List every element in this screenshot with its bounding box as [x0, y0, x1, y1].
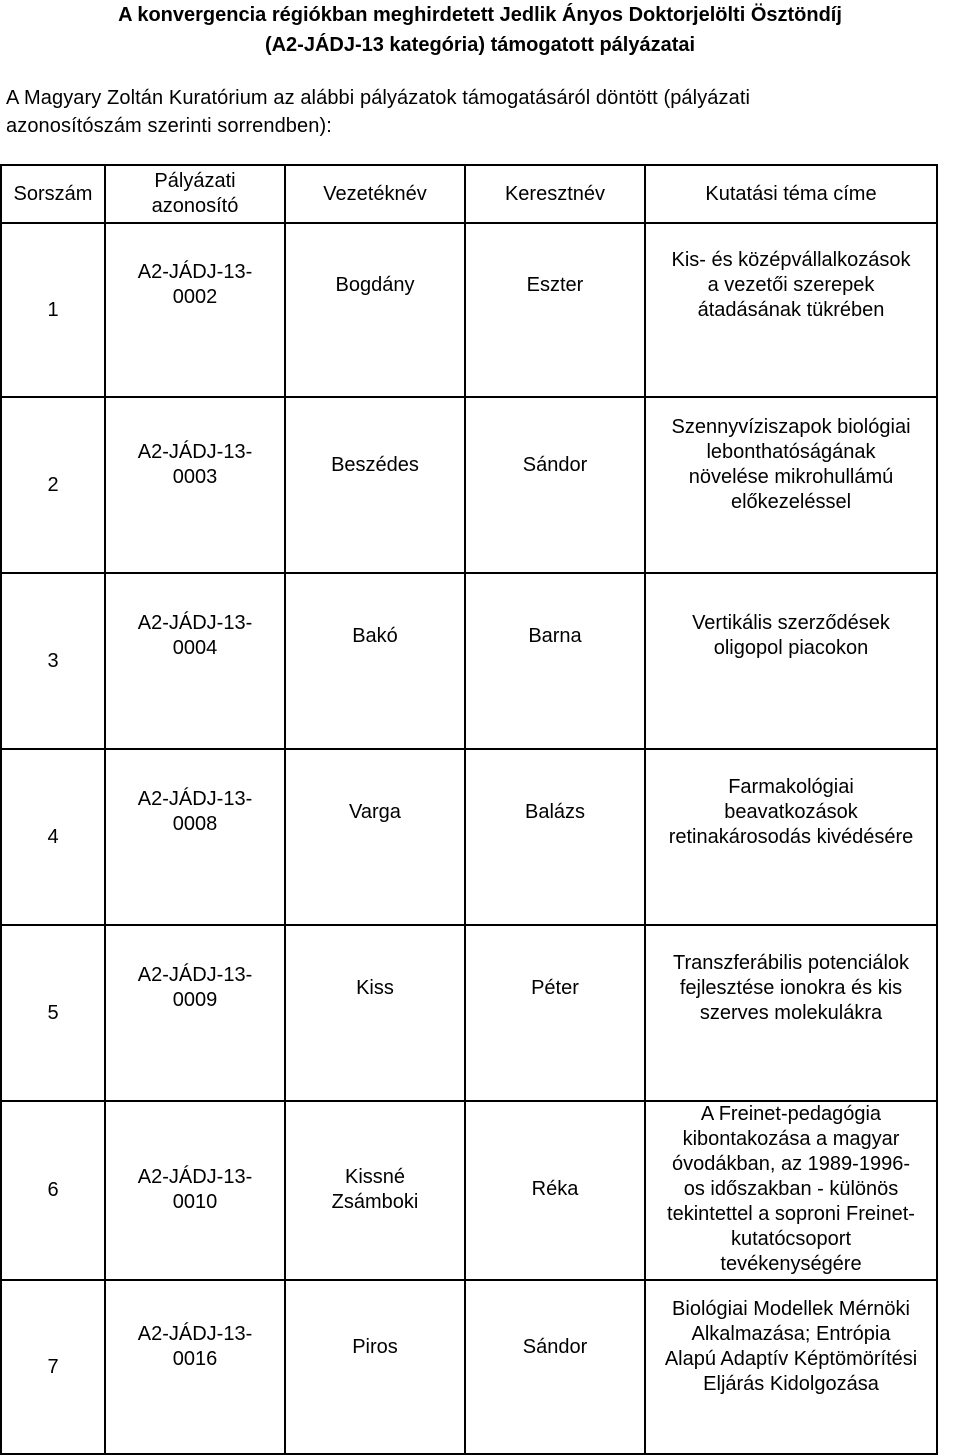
- cell-vezeteknev: [285, 397, 465, 573]
- intro-paragraph: [6, 84, 946, 140]
- cell-kutatasi-tema-line: beavatkozások: [724, 800, 858, 823]
- cell-azonosito: [105, 1280, 285, 1454]
- cell-azonosito-line-1: A2-JÁDJ-13-: [137, 261, 253, 283]
- cell-azonosito-line-1: A2-JÁDJ-13-: [137, 1165, 253, 1188]
- cell-kutatasi-tema-line: lebonthatóságának: [706, 441, 876, 463]
- cell-text-block: [466, 273, 644, 348]
- cell-keresztnev-text: Sándor: [522, 453, 588, 476]
- cell-kutatasi-tema-line: Szennyvíziszapok biológiai: [671, 416, 911, 438]
- cell-vezeteknev-line: Beszédes: [331, 453, 419, 476]
- cell-kutatasi-tema: [645, 1280, 937, 1454]
- cell-azonosito-line-2: 0008: [172, 813, 218, 835]
- table-row: [1, 573, 937, 749]
- header-azonosito-line-1: Pályázati: [154, 170, 236, 192]
- cell-text-block: [106, 1322, 284, 1412]
- cell-vezeteknev: [285, 1280, 465, 1454]
- cell-keresztnev-text: Sándor: [522, 1335, 588, 1358]
- page-title-line-1: A konvergencia régiókban meghirdetett Jedlik Ányos Doktorjelölti Ösztöndíj: [118, 4, 842, 26]
- cell-azonosito: [105, 749, 285, 925]
- cell-kutatasi-tema-line: szerves molekulákra: [699, 1001, 883, 1024]
- cell-vezeteknev: [285, 1101, 465, 1280]
- cell-text-block: [286, 1335, 464, 1400]
- cell-text-block: [286, 1165, 464, 1217]
- cell-azonosito-line-1: A2-JÁDJ-13-: [137, 612, 253, 634]
- header-azonosito-line-2: azonosító: [151, 195, 239, 217]
- cell-vezeteknev: [285, 925, 465, 1101]
- cell-azonosito-line-2: 0004: [172, 637, 218, 659]
- cell-kutatasi-tema-line: Biológiai Modellek Mérnöki: [672, 1298, 910, 1320]
- cell-azonosito-line-2: 0010: [172, 1190, 218, 1213]
- cell-kutatasi-tema-line: Kis- és középvállalkozások: [671, 248, 911, 271]
- cell-keresztnev-text: Eszter: [526, 273, 584, 296]
- cell-kutatasi-tema-line: a vezetői szerepek: [707, 273, 875, 296]
- cell-text-block: [646, 248, 936, 373]
- cell-text-block: [106, 787, 284, 887]
- cell-vezeteknev-line: Piros: [352, 1335, 398, 1358]
- cell-sorszam: 1: [1, 223, 105, 397]
- cell-text-block: [106, 1165, 284, 1217]
- cell-kutatasi-tema-line: Farmakológiai: [728, 775, 854, 798]
- cell-text-block: [646, 1297, 936, 1437]
- cell-azonosito: [105, 573, 285, 749]
- cell-kutatasi-tema-line: kibontakozása a magyar: [682, 1128, 900, 1150]
- cell-vezeteknev-line: Zsámboki: [331, 1190, 419, 1213]
- cell-kutatasi-tema: [645, 397, 937, 573]
- cell-text-block: [286, 976, 464, 1051]
- cell-kutatasi-tema: [645, 925, 937, 1101]
- table-header: [1, 165, 937, 223]
- cell-text-block: [106, 611, 284, 711]
- page-title-line-2: (A2-JÁDJ-13 kategória) támogatott pályázatai: [264, 34, 696, 56]
- cell-keresztnev: [465, 223, 645, 397]
- cell-text-block: [286, 624, 464, 699]
- intro-line-2: azonosítószám szerinti sorrendben):: [6, 115, 332, 137]
- cell-text-block: [466, 1177, 644, 1204]
- cell-kutatasi-tema-line: kutatócsoport: [730, 1228, 852, 1250]
- cell-keresztnev-text: Barna: [528, 624, 582, 647]
- table-row: [1, 1101, 937, 1280]
- cell-keresztnev-text: Balázs: [524, 800, 586, 823]
- cell-azonosito-line-2: 0016: [172, 1348, 218, 1370]
- cell-sorszam: 5: [1, 925, 105, 1101]
- cell-sorszam: 6: [1, 1101, 105, 1280]
- cell-text-block: [106, 440, 284, 530]
- table-row: [1, 223, 937, 397]
- cell-kutatasi-tema-line: növelése mikrohullámú: [688, 466, 894, 488]
- cell-text-block: [106, 260, 284, 360]
- cell-kutatasi-tema-line: tekintettel a soproni Freinet-: [667, 1203, 915, 1225]
- header-sorszam: Sorszám: [1, 165, 105, 223]
- cell-text-block: [466, 976, 644, 1051]
- table-body: [1, 223, 937, 1454]
- cell-text-block: [106, 963, 284, 1063]
- cell-keresztnev: [465, 925, 645, 1101]
- header-kutatasi-tema: Kutatási téma címe: [645, 165, 937, 223]
- cell-vezeteknev: [285, 749, 465, 925]
- cell-kutatasi-tema-line: Vertikális szerződések: [692, 612, 890, 634]
- cell-kutatasi-tema: [645, 1101, 937, 1280]
- cell-vezeteknev-line: Kiss: [356, 976, 394, 999]
- cell-kutatasi-tema-line: átadásának tükrében: [697, 298, 885, 321]
- cell-azonosito: [105, 223, 285, 397]
- cell-kutatasi-tema-line: tevékenységére: [720, 1253, 862, 1275]
- cell-text-block: [646, 775, 936, 900]
- cell-text-block: [286, 273, 464, 348]
- cell-text-block: [466, 1335, 644, 1400]
- cell-kutatasi-tema-line: előkezeléssel: [730, 491, 852, 513]
- cell-azonosito: [105, 925, 285, 1101]
- cell-kutatasi-tema-line: Alapú Adaptív Képtömörítési: [664, 1348, 918, 1370]
- cell-kutatasi-tema: [645, 223, 937, 397]
- grants-table: [0, 164, 938, 1455]
- cell-text-block: [646, 951, 936, 1076]
- cell-text-block: [646, 415, 936, 555]
- cell-kutatasi-tema-line: oligopol piacokon: [713, 637, 869, 659]
- cell-keresztnev-text: Réka: [531, 1178, 579, 1200]
- cell-text-block: [466, 624, 644, 699]
- cell-vezeteknev-line: Varga: [349, 800, 401, 823]
- cell-text-block: [286, 453, 464, 518]
- cell-text-block: [466, 453, 644, 518]
- cell-azonosito: [105, 397, 285, 573]
- cell-azonosito-line-1: A2-JÁDJ-13-: [137, 964, 253, 986]
- cell-vezeteknev-line: Kissné: [344, 1165, 406, 1188]
- page-title: [0, 0, 960, 60]
- cell-vezeteknev: [285, 223, 465, 397]
- cell-vezeteknev-line: Bogdány: [335, 273, 415, 296]
- cell-text-block: [646, 1102, 936, 1279]
- cell-azonosito-line-1: A2-JÁDJ-13-: [137, 788, 253, 810]
- cell-kutatasi-tema-line: óvodákban, az 1989-1996-: [672, 1153, 910, 1175]
- cell-keresztnev: [465, 1280, 645, 1454]
- table-row: [1, 1280, 937, 1454]
- cell-azonosito-line-2: 0002: [172, 286, 218, 308]
- cell-sorszam: 2: [1, 397, 105, 573]
- cell-azonosito-line-1: A2-JÁDJ-13-: [137, 441, 253, 463]
- cell-kutatasi-tema-line: A Freinet-pedagógia: [700, 1103, 882, 1125]
- table-row: [1, 749, 937, 925]
- cell-azonosito-line-1: A2-JÁDJ-13-: [137, 1323, 253, 1345]
- cell-kutatasi-tema-line: Transzferábilis potenciálok: [672, 951, 910, 974]
- intro-line-1: A Magyary Zoltán Kuratórium az alábbi pályázatok támogatásáról döntött (pályázati: [6, 87, 751, 109]
- header-azonosito: [105, 165, 285, 223]
- cell-vezeteknev-line: Bakó: [352, 624, 398, 647]
- table-row: [1, 397, 937, 573]
- header-vezeteknev: Vezetéknév: [285, 165, 465, 223]
- cell-vezeteknev: [285, 573, 465, 749]
- cell-kutatasi-tema-line: os időszakban - különös: [683, 1178, 899, 1200]
- cell-azonosito: [105, 1101, 285, 1280]
- cell-keresztnev: [465, 573, 645, 749]
- cell-text-block: [466, 800, 644, 875]
- cell-sorszam: 4: [1, 749, 105, 925]
- cell-kutatasi-tema-line: retinakárosodás kivédésére: [668, 825, 914, 848]
- table-row: [1, 925, 937, 1101]
- cell-azonosito-line-2: 0009: [172, 989, 218, 1011]
- header-keresztnev: Keresztnév: [465, 165, 645, 223]
- cell-kutatasi-tema-line: fejlesztése ionokra és kis: [679, 976, 903, 999]
- cell-keresztnev: [465, 749, 645, 925]
- cell-keresztnev: [465, 397, 645, 573]
- cell-kutatasi-tema: [645, 573, 937, 749]
- cell-keresztnev: [465, 1101, 645, 1280]
- header-row: [1, 165, 937, 223]
- cell-text-block: [646, 611, 936, 711]
- cell-kutatasi-tema-line: Eljárás Kidolgozása: [703, 1373, 879, 1395]
- cell-text-block: [286, 800, 464, 875]
- cell-keresztnev-text: Péter: [531, 976, 579, 999]
- cell-kutatasi-tema: [645, 749, 937, 925]
- cell-sorszam: 3: [1, 573, 105, 749]
- cell-sorszam: 7: [1, 1280, 105, 1454]
- cell-azonosito-line-2: 0003: [172, 466, 218, 488]
- cell-kutatasi-tema-line: Alkalmazása; Entrópia: [691, 1323, 891, 1345]
